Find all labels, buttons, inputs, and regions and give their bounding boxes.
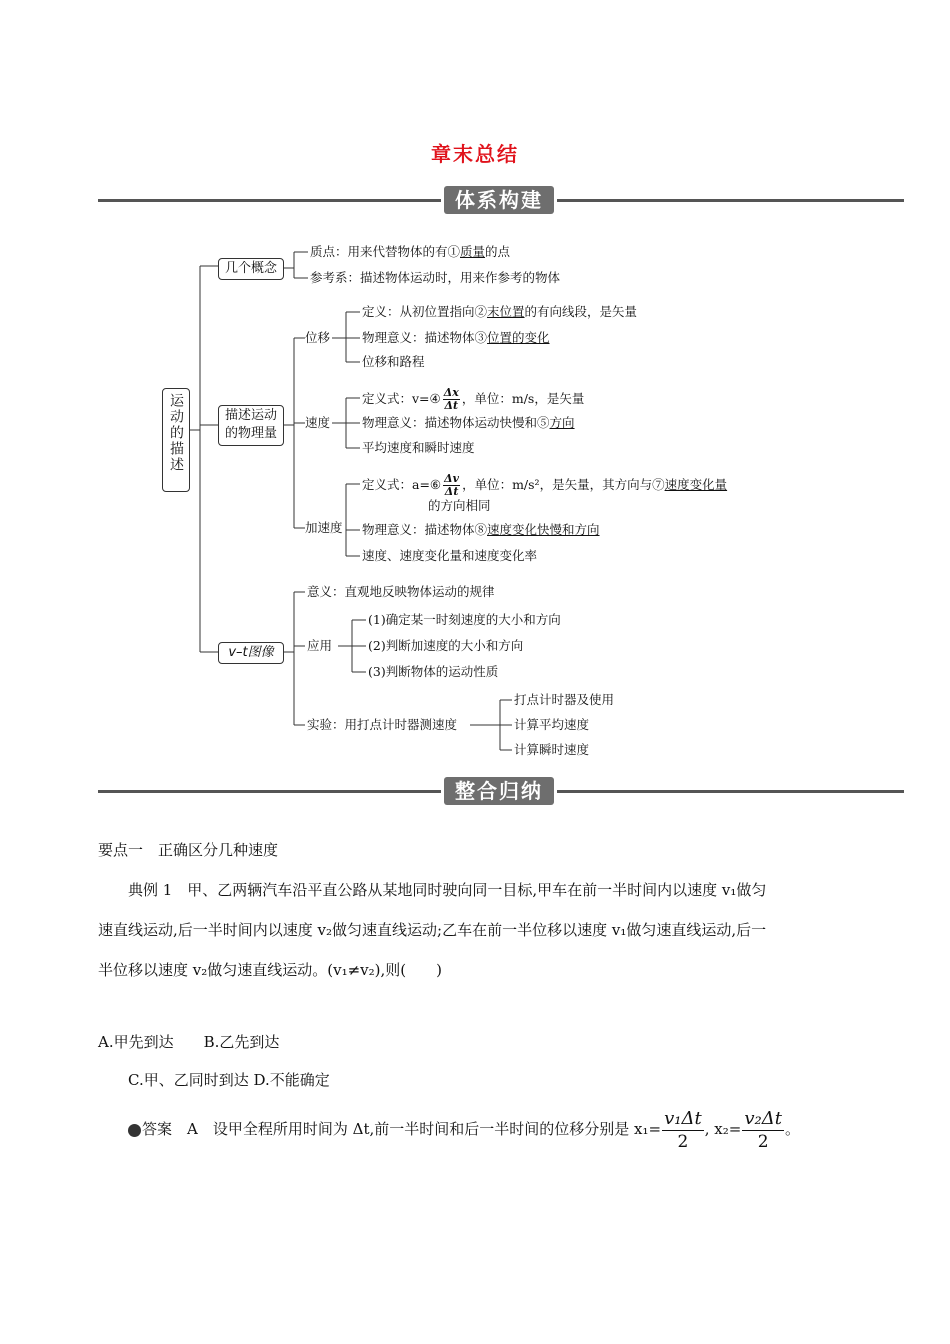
answer-label: 答案: [142, 1120, 173, 1138]
numerator: Δx: [443, 386, 459, 399]
numerator: v₂Δt: [744, 1107, 782, 1129]
options-ab: A.甲先到达 B.乙先到达: [98, 1033, 280, 1051]
answer: 速度变化快慢和方向: [487, 522, 600, 537]
answer: 速度变化量: [664, 477, 728, 492]
text: 物理意义：描述物体⑧: [362, 522, 488, 537]
label-line: 描述运动: [224, 408, 277, 423]
node-sudu: 速度: [305, 415, 331, 430]
point-heading: 要点一 正确区分几种速度: [98, 841, 279, 859]
fraction-x1: [662, 1108, 704, 1153]
label-line: 的物理量: [224, 426, 277, 441]
section-header-integration: [98, 777, 904, 807]
page-title: 章末总结: [431, 142, 519, 166]
weiyi-def: [362, 304, 637, 320]
answer-text: 设甲全程所用时间为 Δt,前一半时间和后一半时间的位移分别是 x₁=: [212, 1120, 662, 1138]
concept-map: [160, 240, 780, 770]
weiyi-rel: 位移和路程: [362, 354, 425, 369]
vt-exp1: 打点计时器及使用: [514, 692, 615, 707]
node-concepts: 几个概念: [218, 258, 284, 280]
section-tag: 体系构建: [444, 186, 554, 214]
denominator: Δt: [444, 399, 459, 412]
example-line1: 典例 1 甲、乙两辆汽车沿平直公路从某地同时驶向同一目标,甲车在前一半时间内以速度 v₁做匀: [128, 881, 767, 899]
vt-shiyan: 实验：用打点计时器测速度: [307, 717, 458, 732]
jiasudu-def: [362, 472, 727, 498]
text: 物理意义：描述物体③: [362, 330, 488, 345]
answer: 位置的变化: [487, 330, 550, 345]
numerator: Δv: [444, 472, 460, 485]
text: 定义式：v=④: [362, 391, 441, 406]
jiasudu-meaning: [362, 522, 600, 538]
answer-sep: , x₂=: [704, 1120, 742, 1138]
answer: 末位置: [487, 304, 525, 319]
weiyi-meaning: [362, 330, 550, 346]
text: 定义：从初位置指向②: [362, 304, 488, 319]
vt-exp3: 计算瞬时速度: [514, 742, 590, 757]
vt-exp2: 计算平均速度: [514, 717, 590, 732]
node-jiasudu: 加速度: [305, 520, 343, 535]
text: 定义式：a=⑥: [362, 477, 442, 492]
text: ，单位：m/s，是矢量: [461, 391, 585, 406]
fraction: [443, 387, 460, 412]
text: 的点: [485, 244, 511, 259]
vt-app2: (2)判断加速度的大小和方向: [368, 638, 524, 653]
vt-app1: (1)确定某一时刻速度的大小和方向: [368, 612, 561, 627]
vt-yiyi: 意义：直观地反映物体运动的规律: [307, 584, 495, 599]
node-vt: v–t图像: [218, 642, 284, 664]
text: 的有向线段，是矢量: [524, 304, 638, 319]
node-weiyi: 位移: [305, 330, 331, 345]
answer-letter: A: [187, 1120, 198, 1138]
denominator: Δt: [444, 485, 459, 498]
concept-cankaoxi: 参考系：描述物体运动时，用来作参考的物体: [310, 270, 561, 285]
vt-app3: (3)判断物体的运动性质: [368, 664, 499, 679]
answer: 质量: [460, 244, 486, 259]
numerator: v₁Δt: [664, 1107, 702, 1129]
options-cd: C.甲、乙同时到达 D.不能确定: [128, 1071, 330, 1089]
fraction-x2: [742, 1108, 784, 1153]
section-header-system: [98, 186, 904, 216]
vt-yingyong: 应用: [307, 638, 333, 653]
answer-end: 。: [784, 1120, 800, 1138]
jiasudu-def-line2: 的方向相同: [428, 498, 491, 513]
section-tag: 整合归纳: [444, 777, 554, 805]
concept-zhidian: [310, 244, 510, 260]
answer-icon: [128, 1124, 141, 1137]
node-quantities: [218, 405, 284, 446]
root-label: 运动的描述: [168, 393, 184, 473]
fraction: [443, 473, 460, 498]
denominator: 2: [677, 1131, 689, 1152]
answer: 方向: [549, 415, 575, 430]
root-node: [162, 388, 190, 492]
example-line2: 速直线运动,后一半时间内以速度 v₂做匀速直线运动;乙车在前一半位移以速度 v₁做匀速直线运动,后一: [98, 921, 767, 939]
text: 质点：用来代替物体的有①: [310, 244, 461, 259]
answer-block: [128, 1106, 800, 1153]
sudu-def: [362, 386, 584, 412]
denominator: 2: [757, 1131, 769, 1152]
jiasudu-rel: 速度、速度变化量和速度变化率: [362, 548, 538, 563]
text: 物理意义：描述物体运动快慢和⑤: [362, 415, 550, 430]
text: ，单位：m/s²，是矢量，其方向与⑦: [462, 477, 665, 492]
example-line3: 半位移以速度 v₂做匀速直线运动。(v₁≠v₂),则( ): [98, 961, 442, 979]
sudu-rel: 平均速度和瞬时速度: [362, 440, 475, 455]
sudu-meaning: [362, 415, 575, 431]
